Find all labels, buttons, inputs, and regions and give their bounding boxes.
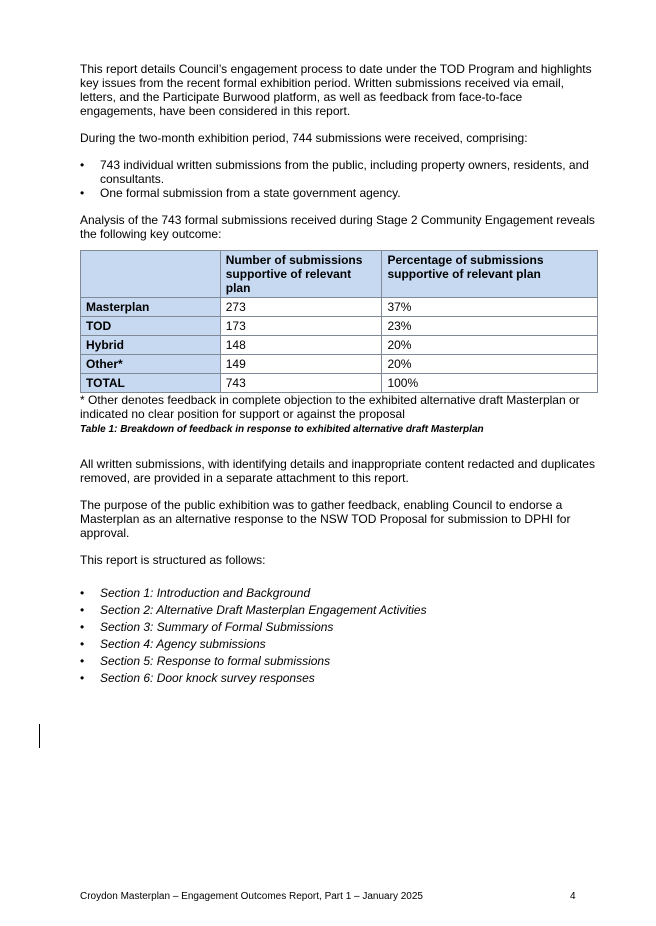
analysis-paragraph: Analysis of the 743 formal submissions received during Stage 2 Community Engagement reveals the following key outcome: <box>80 213 595 241</box>
row-label: TOTAL <box>81 374 221 393</box>
row-count: 273 <box>220 298 382 317</box>
row-percent: 23% <box>382 317 598 336</box>
page-content <box>80 62 600 698</box>
row-count: 149 <box>220 355 382 374</box>
table-row <box>81 317 598 336</box>
page-footer: Croydon Masterplan – Engagement Outcomes Report, Part 1 – January 2025 <box>80 891 423 902</box>
feedback-table <box>80 250 598 393</box>
row-percent: 100% <box>382 374 598 393</box>
table-row <box>81 355 598 374</box>
list-item: • Section 3: Summary of Formal Submissions <box>80 620 600 634</box>
table-footnote: * Other denotes feedback in complete objection to the exhibited alternative draft Masterplan or indicated no clear position for support or against the proposal <box>80 393 580 421</box>
table-row <box>81 298 598 317</box>
list-item: • Section 5: Response to formal submissions <box>80 654 600 668</box>
row-label: Other* <box>81 355 221 374</box>
list-item: • Section 1: Introduction and Background <box>80 586 600 600</box>
purpose-paragraph: The purpose of the public exhibition was to gather feedback, enabling Council to endorse a Masterplan as an alternative response to the NSW TOD Proposal for submission to DPHI for approval. <box>80 498 571 540</box>
submission-bullet-list <box>80 158 600 200</box>
structure-paragraph: This report is structured as follows: <box>80 553 266 567</box>
row-percent: 20% <box>382 336 598 355</box>
list-item: • Section 4: Agency submissions <box>80 637 600 651</box>
table-header-empty <box>81 251 221 298</box>
summary-paragraph: During the two-month exhibition period, 744 submissions were received, comprising: <box>80 131 528 145</box>
list-item: • One formal submission from a state government agency. <box>80 186 600 200</box>
row-label: Hybrid <box>81 336 221 355</box>
table-row <box>81 336 598 355</box>
row-count: 173 <box>220 317 382 336</box>
section-list <box>80 586 600 685</box>
row-count: 743 <box>220 374 382 393</box>
row-label: Masterplan <box>81 298 221 317</box>
list-item: • Section 6: Door knock survey responses <box>80 671 600 685</box>
row-percent: 37% <box>382 298 598 317</box>
page-number: 4 <box>570 891 576 902</box>
redaction-paragraph: All written submissions, with identifying details and inappropriate content redacted and duplicates removed, are provided in a separate attachment to this report. <box>80 457 595 485</box>
text-cursor <box>39 724 40 748</box>
list-item: • 743 individual written submissions from the public, including property owners, residents, and consultants. <box>80 158 600 186</box>
table-header-percent: Percentage of submissions supportive of relevant plan <box>382 251 598 298</box>
row-label: TOD <box>81 317 221 336</box>
table-header-count: Number of submissions supportive of relevant plan <box>220 251 382 298</box>
row-percent: 20% <box>382 355 598 374</box>
list-item: • Section 2: Alternative Draft Masterplan Engagement Activities <box>80 603 600 617</box>
table-caption: Table 1: Breakdown of feedback in response to exhibited alternative draft Masterplan <box>80 424 484 435</box>
table-header-row <box>81 251 598 298</box>
table-row <box>81 374 598 393</box>
intro-paragraph: This report details Council’s engagement process to date under the TOD Program and highlights key issues from the recent formal exhibition period. Written submissions received via email, letters, and the Participate Burwood platform, as well as feedback from face-to-face engagements, have been considered in this report. <box>80 62 592 118</box>
row-count: 148 <box>220 336 382 355</box>
